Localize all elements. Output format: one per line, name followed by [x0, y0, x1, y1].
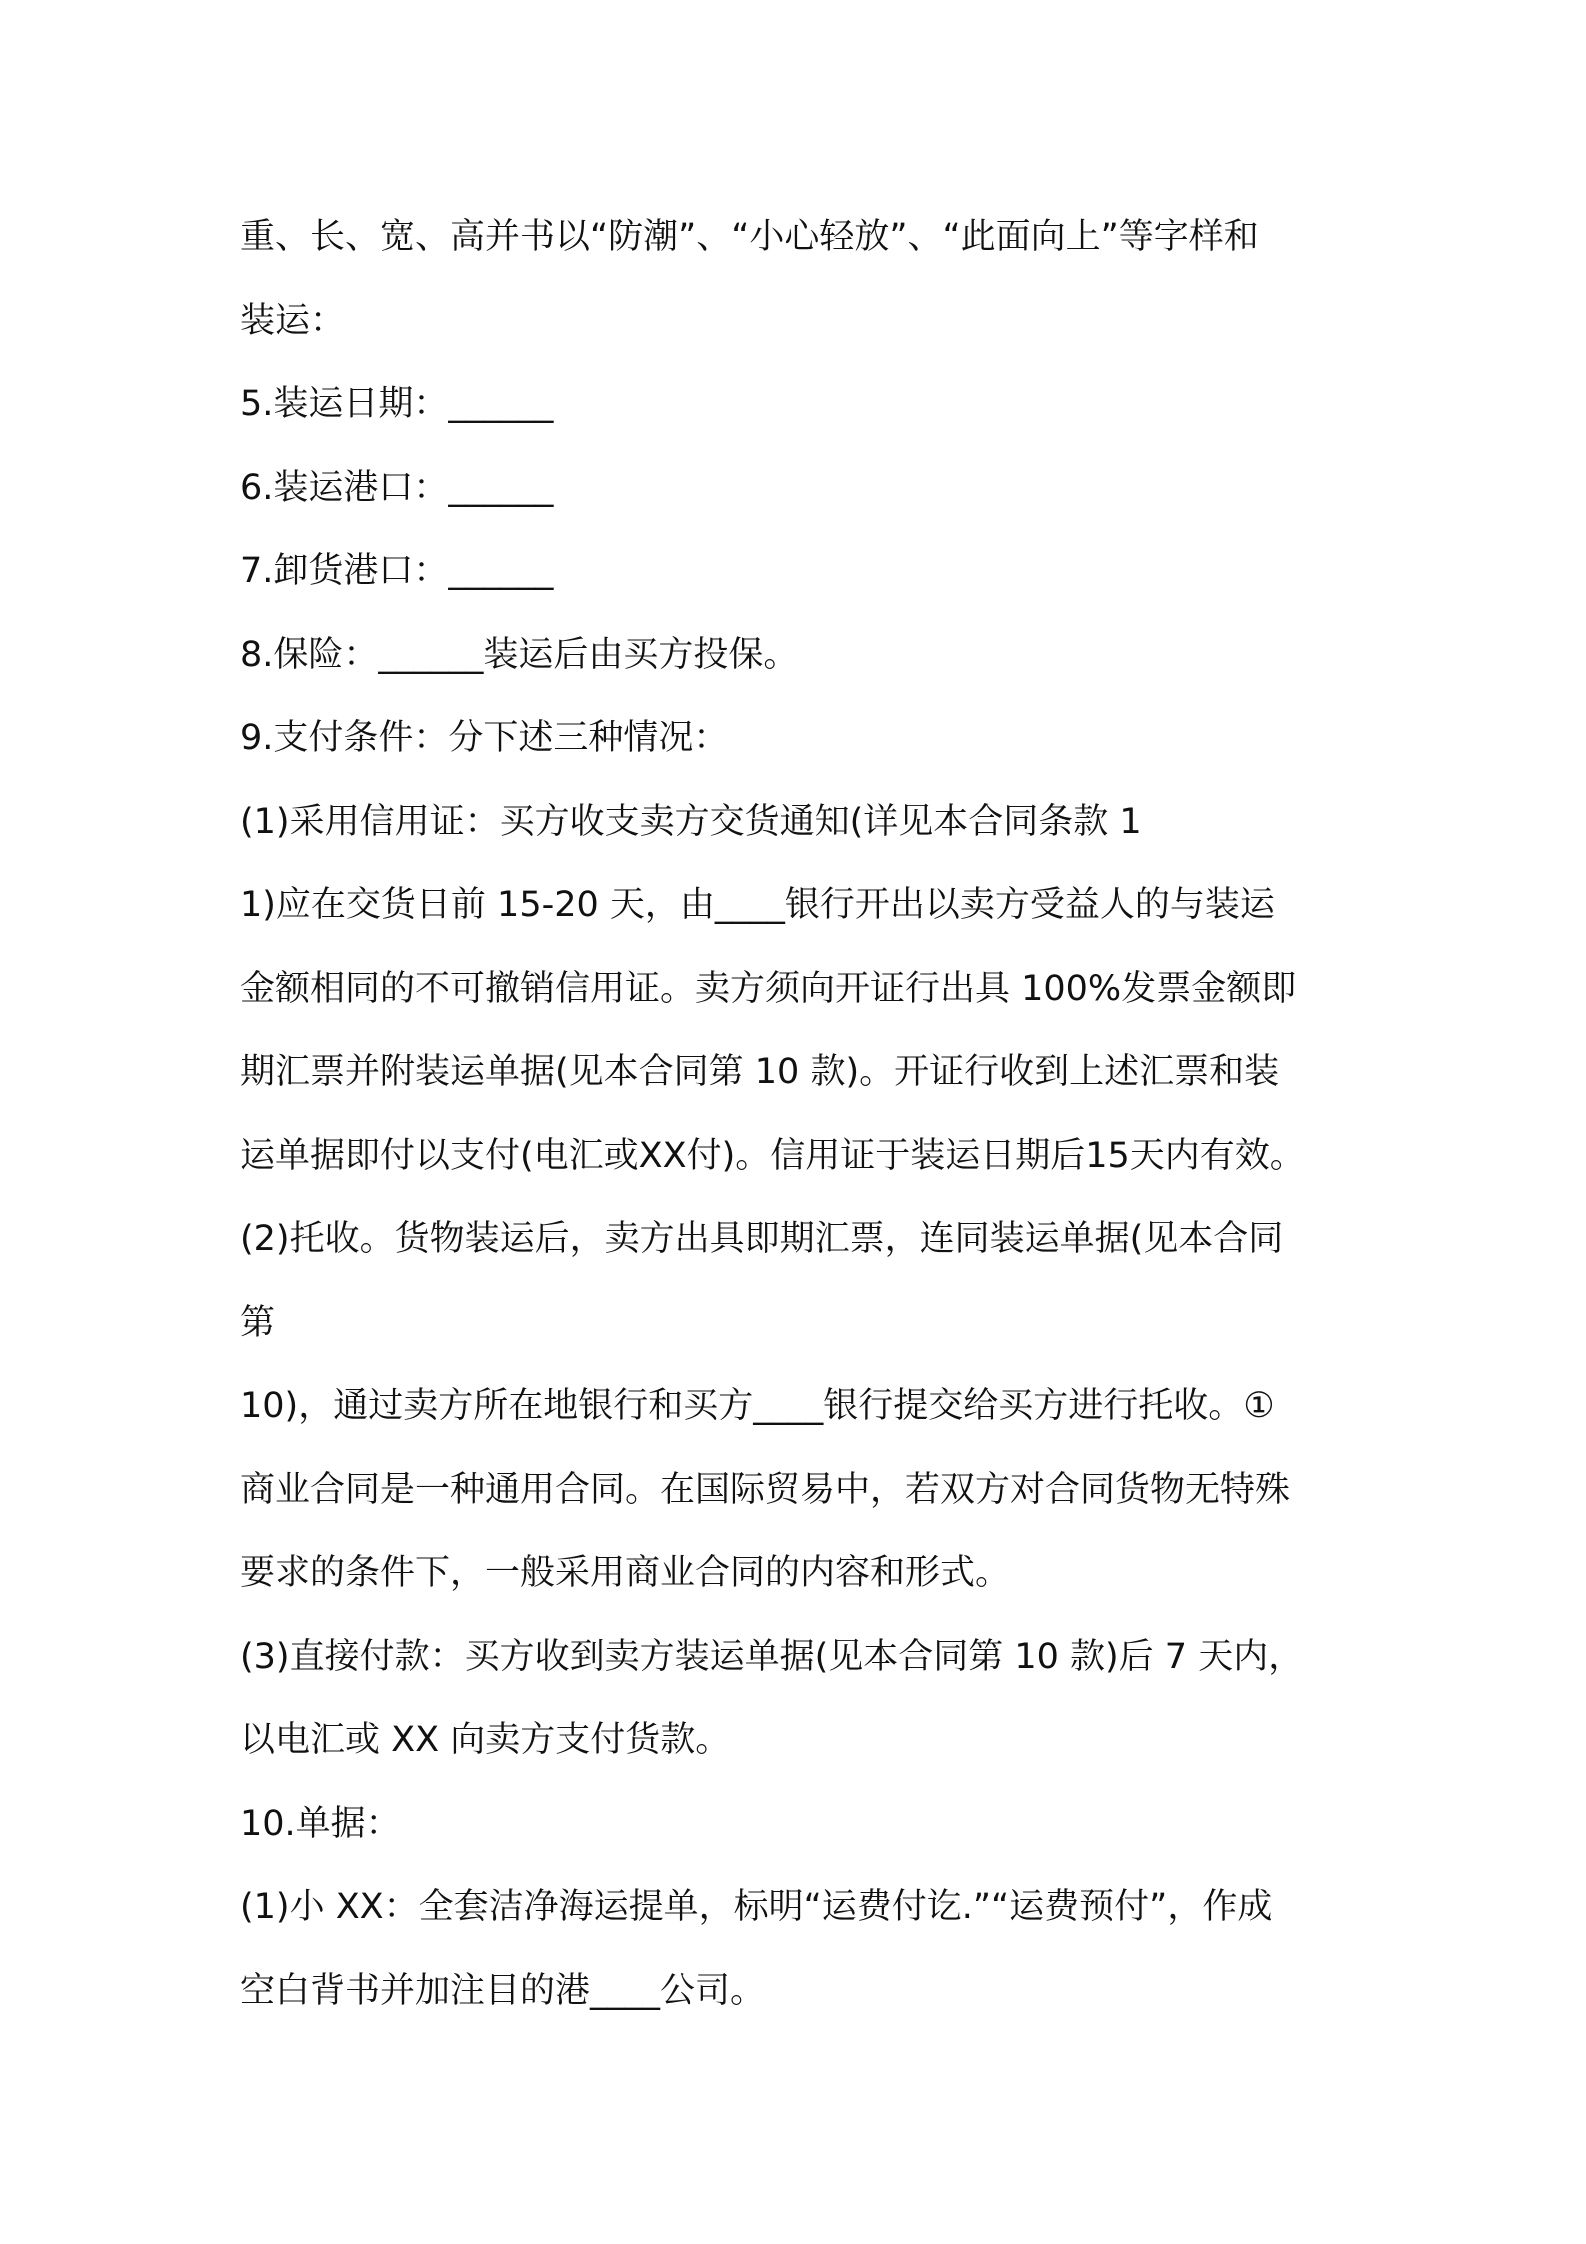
document-body — [240, 196, 1360, 2033]
text-line: (2)托收。货物装运后，卖方出具即期汇票，连同装运单据(见本合同 — [240, 1219, 1284, 1259]
text-line: (1)采用信用证：买方收支卖方交货通知(详见本合同条款 1 — [240, 801, 1142, 842]
text-line: 10.单据： — [240, 1803, 401, 1844]
text-line: 装运： — [240, 300, 346, 341]
text-line: 空白背书并加注目的港____公司。 — [240, 1970, 766, 2011]
text-line: 10)，通过卖方所在地银行和买方____银行提交给买方进行托收。① — [240, 1386, 1275, 1426]
text-line: (1)小 XX：全套洁净海运提单，标明“运费付讫.”“运费预付”，作成 — [240, 1887, 1273, 1927]
text-line: 9.支付条件：分下述三种情况： — [240, 718, 729, 758]
text-line: 运单据即付以支付(电汇或XX付)。信用证于装运日期后15天内有效。 — [240, 1135, 1305, 1176]
text-line: 5.装运日期：______ — [240, 384, 554, 424]
text-line: 7.卸货港口：______ — [240, 551, 554, 591]
text-line: 商业合同是一种通用合同。在国际贸易中，若双方对合同货物无特殊 — [240, 1469, 1291, 1510]
text-line: 6.装运港口：______ — [240, 467, 554, 508]
text-line: 期汇票并附装运单据(见本合同第 10 款)。开证行收到上述汇票和装 — [240, 1052, 1280, 1092]
text-line: 1)应在交货日前 15-20 天，由____银行开出以卖方受益人的与装运 — [240, 885, 1275, 925]
text-line: 8.保险：______装运后由买方投保。 — [240, 634, 799, 675]
text-line: 以电汇或 XX 向卖方支付货款。 — [240, 1720, 731, 1760]
text-line: (3)直接付款：买方收到卖方装运单据(见本合同第 10 款)后 7 天内， — [240, 1636, 1304, 1677]
text-line: 第 — [240, 1302, 276, 1343]
text-line: 要求的条件下，一般采用商业合同的内容和形式。 — [240, 1553, 1011, 1593]
text-line: 金额相同的不可撤销信用证。卖方须向开证行出具 100%发票金额即 — [240, 968, 1297, 1009]
text-line: 重、长、宽、高并书以“防潮”、“小心轻放”、“此面向上”等字样和 — [240, 217, 1259, 257]
